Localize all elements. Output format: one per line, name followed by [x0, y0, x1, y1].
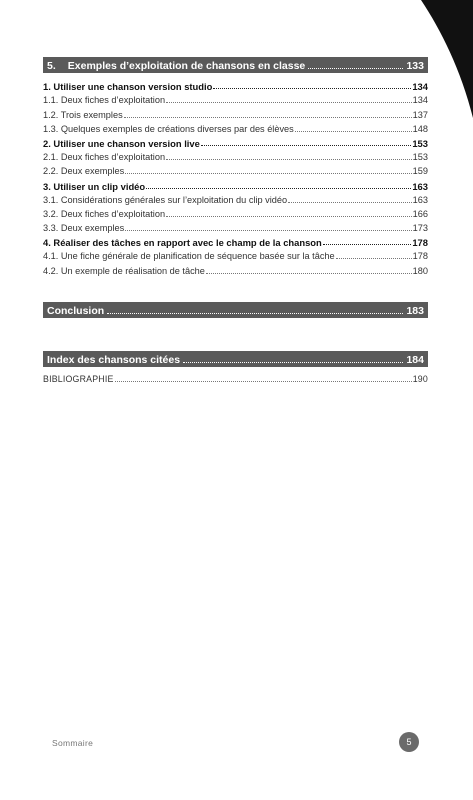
entry-page: 178	[412, 237, 428, 249]
leader-dots	[213, 88, 411, 89]
index-heading[interactable]	[43, 351, 428, 367]
entry-label: 4. Réaliser des tâches en rapport avec le champ de la chanson	[43, 237, 322, 249]
conclusion-heading[interactable]	[43, 302, 428, 318]
leader-dots	[166, 102, 412, 103]
entry-label: 1.1. Deux fiches d’exploitation	[43, 95, 166, 106]
entry-label: 1.3. Quelques exemples de créations diverses par des élèves	[43, 123, 294, 134]
conclusion-title: Conclusion	[47, 304, 105, 317]
leader-dots	[115, 381, 412, 382]
bibliography-entry[interactable]	[43, 371, 428, 385]
table-of-contents	[43, 57, 428, 385]
entry-page: 134	[412, 81, 428, 93]
entry-page: 180	[412, 265, 428, 276]
entry-label: 2.2. Deux exemples	[43, 166, 125, 177]
leader-dots	[166, 159, 412, 160]
leader-dots	[295, 131, 412, 132]
toc-entries	[43, 78, 428, 277]
entry-page: 153	[412, 152, 428, 163]
entry-page: 159	[412, 166, 428, 177]
toc-subsection-entry[interactable]	[43, 192, 428, 206]
entry-label: 3.2. Deux fiches d’exploitation	[43, 208, 166, 219]
entry-label: 3.3. Deux exemples	[43, 223, 125, 234]
toc-chapter-entry[interactable]	[43, 78, 428, 92]
leader-dots	[125, 230, 411, 231]
leader-dots	[125, 173, 411, 174]
entry-label: 3.1. Considérations générales sur l’exploitation du clip vidéo	[43, 194, 288, 205]
toc-subsection-entry[interactable]	[43, 149, 428, 163]
entry-label: 1. Utiliser une chanson version studio	[43, 81, 213, 93]
entry-page: 166	[412, 208, 428, 219]
entry-page: 153	[412, 137, 428, 149]
section-5-page: 133	[406, 60, 424, 72]
index-page: 184	[406, 353, 424, 366]
entry-label: 2.1. Deux fiches d’exploitation	[43, 152, 166, 163]
entry-page: 148	[412, 123, 428, 134]
section-5-heading[interactable]	[43, 57, 428, 73]
toc-chapter-entry[interactable]	[43, 135, 428, 149]
leader-dots	[107, 313, 403, 314]
entry-label: 2. Utiliser une chanson version live	[43, 137, 200, 149]
section-5-title: Exemples d’exploitation de chansons en classe	[67, 60, 306, 72]
leader-dots	[124, 117, 412, 118]
toc-subsection-entry[interactable]	[43, 220, 428, 234]
entry-label: 4.2. Un exemple de réalisation de tâche	[43, 265, 205, 276]
leader-dots	[206, 273, 412, 274]
bibliography-page: 190	[412, 373, 428, 384]
entry-label: 3. Utiliser un clip vidéo	[43, 180, 146, 192]
conclusion-page: 183	[406, 304, 424, 317]
entry-label: 4.1. Une fiche générale de planification de séquence basée sur la tâche	[43, 251, 335, 262]
index-title: Index des chansons citées	[47, 353, 181, 366]
leader-dots	[183, 362, 403, 363]
leader-dots	[308, 68, 403, 69]
leader-dots	[201, 145, 412, 146]
entry-page: 173	[412, 223, 428, 234]
leader-dots	[336, 258, 412, 259]
footer-section-label: Sommaire	[52, 738, 94, 748]
page-number-badge: 5	[399, 732, 419, 752]
entry-page: 137	[412, 109, 428, 120]
leader-dots	[166, 216, 412, 217]
leader-dots	[323, 244, 412, 245]
entry-page: 134	[412, 95, 428, 106]
toc-chapter-entry[interactable]	[43, 234, 428, 248]
toc-subsection-entry[interactable]	[43, 262, 428, 276]
leader-dots	[288, 202, 412, 203]
toc-subsection-entry[interactable]	[43, 92, 428, 106]
toc-subsection-entry[interactable]	[43, 248, 428, 262]
toc-subsection-entry[interactable]	[43, 121, 428, 135]
leader-dots	[146, 188, 411, 189]
entry-label: 1.2. Trois exemples	[43, 109, 123, 120]
toc-subsection-entry[interactable]	[43, 206, 428, 220]
section-5-number: 5.	[47, 60, 56, 72]
entry-page: 163	[412, 180, 428, 192]
entry-page: 163	[412, 194, 428, 205]
bibliography-title: BIBLIOGRAPHIE	[43, 373, 114, 384]
toc-subsection-entry[interactable]	[43, 163, 428, 177]
toc-chapter-entry[interactable]	[43, 177, 428, 191]
entry-page: 178	[412, 251, 428, 262]
toc-subsection-entry[interactable]	[43, 106, 428, 120]
